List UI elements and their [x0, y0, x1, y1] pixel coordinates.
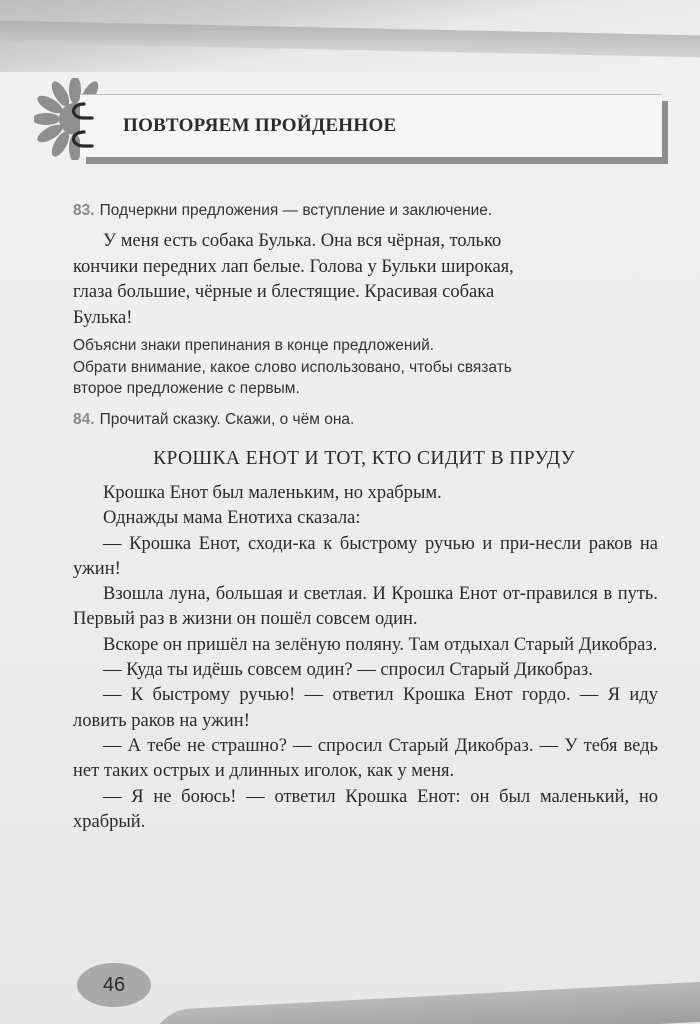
task-instruction: Прочитай сказку. Скажи, о чём она.: [99, 411, 355, 428]
story-paragraph: — К быстрому ручью! — ответил Крошка Енот гордо. — Я иду ловить раков на ужин!: [73, 685, 658, 731]
page-number: 46: [77, 963, 151, 1007]
task-83-notes: [73, 335, 663, 400]
bottom-decoration: [150, 981, 700, 1024]
task-84: [73, 411, 354, 429]
task-83: [73, 202, 492, 220]
text-line: кончики передних лап белые. Голова у Бульки широкая,: [73, 256, 514, 277]
story-paragraph: Крошка Енот был маленьким, но храбрым.: [103, 483, 442, 503]
binder-rings-icon: [62, 96, 102, 158]
task-instruction: Подчеркни предложения — вступление и заключение.: [99, 202, 493, 219]
text-line: Булька!: [73, 307, 133, 328]
story-paragraph: Однажды мама Енотиха сказала:: [103, 508, 361, 529]
story-paragraph: — Крошка Енот, сходи-ка к быстрому ручью и при-несли раков на ужин!: [73, 533, 658, 579]
story-paragraph: Вскоре он пришёл на зелёную поляну. Там отдыхал Старый Дикобраз.: [103, 634, 658, 655]
story-paragraph: — А тебе не страшно? — спросил Старый Дикобраз. — У тебя ведь нет таких острых и длинных иголок, как у меня.: [73, 735, 658, 782]
section-title: ПОВТОРЯЕМ ПРОЙДЕННОЕ: [123, 115, 397, 136]
story-paragraph: Взошла луна, большая и светлая. И Крошка Енот от-правился в путь. Первый раз в жизни он пошёл совсем один.: [73, 584, 658, 630]
note-line: Объясни знаки препинания в конце предложений.: [73, 337, 435, 354]
task-number: 83.: [73, 202, 95, 219]
story-title: КРОШКА ЕНОТ И ТОТ, КТО СИДИТ В ПРУДУ: [153, 448, 575, 469]
story-paragraph: — Я не боюсь! — ответил Крошка Енот: он был маленький, но храбрый.: [73, 786, 658, 832]
text-line: глаза большие, чёрные и блестящие. Красивая собака: [73, 282, 495, 302]
text-line: У меня есть собака Булька. Она вся чёрная, только: [103, 231, 502, 251]
note-line: второе предложение с первым.: [73, 380, 300, 397]
note-line: Обрати внимание, какое слово использовано, чтобы связать: [73, 358, 512, 376]
task-83-text: [73, 229, 658, 331]
story-text: [73, 481, 658, 835]
task-number: 84.: [73, 411, 95, 428]
story-paragraph: — Куда ты идёшь совсем один? — спросил Старый Дикобраз.: [103, 660, 593, 681]
